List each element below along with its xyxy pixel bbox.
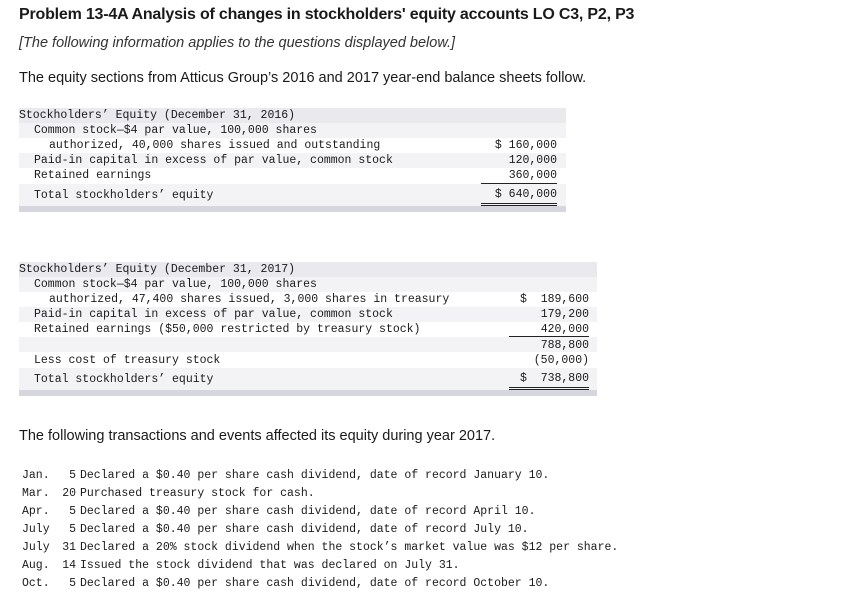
list-item: July 5 Declared a $0.40 per share cash dividend, date of record July 10. (22, 523, 529, 536)
list-item: Apr. 5 Declared a $0.40 per share cash dividend, date of record April 10. (22, 505, 536, 518)
transactions-list (22, 468, 618, 594)
list-item: July 31 Declared a 20% stock dividend when the stock’s market value was $12 per share. (22, 541, 619, 554)
equity-table-2016 (19, 108, 566, 212)
list-item: Oct. 5 Declared a $0.40 per share cash dividend, date of record October 10. (22, 577, 550, 590)
common-stock-label: Common stock—$4 par value, 100,000 shares (34, 278, 317, 291)
problem-title: Problem 13-4A Analysis of changes in stockholders' equity accounts LO C3, P2, P3 (19, 6, 635, 23)
common-stock-label-2: authorized, 40,000 shares issued and outstanding (49, 139, 381, 152)
list-item: Aug. 14 Issued the stock dividend that was declared on July 31. (22, 559, 460, 572)
table-divider (19, 206, 566, 212)
total-equity-label: Total stockholders’ equity (34, 373, 214, 386)
intro-text: The equity sections from Atticus Group’s 2016 and 2017 year-end balance sheets follow. (19, 70, 587, 86)
paid-in-capital-value: 179,200 (540, 308, 589, 321)
common-stock-label-2: authorized, 47,400 shares issued, 3,000 shares in treasury (49, 293, 450, 306)
common-stock-label: Common stock—$4 par value, 100,000 shares (34, 124, 317, 137)
total-equity-value: $ 738,800 (509, 371, 589, 390)
treasury-stock-label: Less cost of treasury stock (34, 354, 221, 367)
equity-table-2017 (19, 262, 597, 396)
retained-earnings-value: 360,000 (481, 168, 557, 184)
subtotal-value: 788,800 (540, 339, 589, 352)
table-heading: Stockholders’ Equity (December 31, 2017) (19, 263, 296, 276)
retained-earnings-label: Retained earnings (34, 169, 152, 182)
total-equity-label: Total stockholders’ equity (34, 189, 214, 202)
retained-earnings-value: 420,000 (509, 322, 589, 337)
paid-in-capital-label: Paid-in capital in excess of par value, common stock (34, 308, 393, 321)
list-item: Jan. 5 Declared a $0.40 per share cash dividend, date of record January 10. (22, 469, 550, 482)
retained-earnings-label: Retained earnings ($50,000 restricted by treasury stock) (34, 323, 421, 336)
common-stock-value: $ 189,600 (519, 293, 589, 306)
table-heading: Stockholders’ Equity (December 31, 2016) (19, 109, 296, 122)
table-divider (19, 390, 597, 396)
paid-in-capital-label: Paid-in capital in excess of par value, common stock (34, 154, 393, 167)
problem-subtitle: [The following information applies to the questions displayed below.] (19, 35, 456, 51)
transactions-intro: The following transactions and events affected its equity during year 2017. (19, 428, 496, 444)
list-item: Mar. 20 Purchased treasury stock for cash. (22, 487, 315, 500)
common-stock-value: $ 160,000 (494, 139, 557, 152)
total-equity-value: $ 640,000 (481, 187, 557, 206)
paid-in-capital-value: 120,000 (508, 154, 557, 167)
treasury-stock-value: (50,000) (509, 353, 589, 369)
